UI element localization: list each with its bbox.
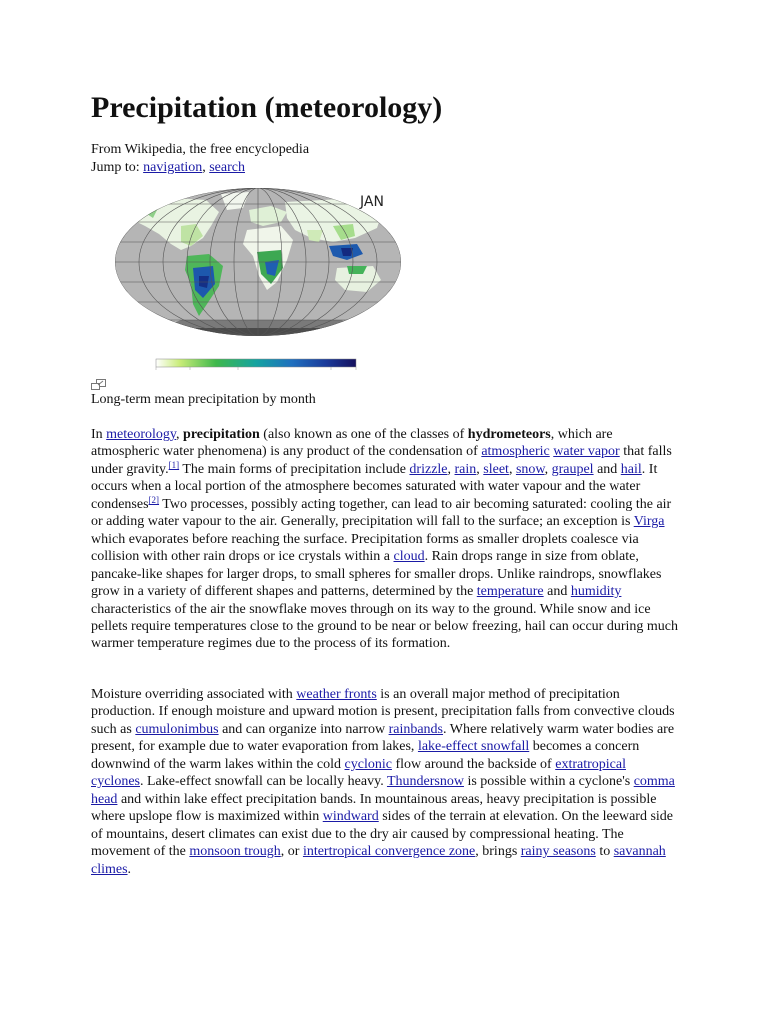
text-run: and within lake effect precipitation bands. In mountainous areas, heavy precipitation is possible where upslope flow is maximized within [91, 791, 657, 825]
inline-link[interactable]: weather fronts [296, 687, 377, 702]
inline-link[interactable]: lake-effect snowfall [417, 739, 530, 755]
month-label: JAN [360, 194, 384, 210]
jump-search-link[interactable]: search [209, 160, 245, 175]
inline-link[interactable]: extratropical cyclones [91, 756, 626, 790]
citation [169, 460, 180, 470]
paragraph-1 [91, 426, 681, 653]
text-run: Moisture overriding associated with [91, 687, 297, 702]
inline-link[interactable]: rain [454, 461, 477, 477]
citation-link[interactable]: [1] [168, 459, 180, 470]
text-run: , which are atmospheric water phenomena) is any product of the condensation of [91, 427, 613, 460]
jump-separator: , [202, 160, 210, 175]
text-run: . [127, 861, 132, 877]
text-run: is an overall major method of precipitation production. If enough moisture and upward motion is present, precipitation falls from convective clouds such as [91, 687, 675, 737]
bold-term: hydrometeors [467, 427, 551, 442]
text-run: , [544, 461, 552, 477]
text-run: In [91, 427, 107, 442]
inline-link[interactable]: savannah [613, 844, 666, 860]
inline-link[interactable]: humidity [570, 584, 622, 600]
magnify-clip-icon[interactable] [91, 378, 107, 390]
text-run: , [447, 461, 455, 477]
text-run: The main forms of precipitation include [179, 461, 410, 477]
text-run: . Rain drops range in size from oblate, pancake-like shapes for larger drops, to small spheres for smaller drops. Unlike raindrops, snowflakes grow in a variety of different shapes and patterns, determined by the [91, 549, 662, 600]
article-meta [91, 141, 309, 177]
inline-link[interactable]: Virga [633, 514, 665, 530]
inline-link[interactable]: temperature [476, 584, 544, 600]
inline-link[interactable]: sleet [483, 461, 509, 477]
inline-link[interactable]: rainbands [388, 721, 444, 737]
text-run: , brings [475, 844, 521, 860]
tagline: From Wikipedia, the free encyclopedia [91, 142, 310, 157]
page-title: Precipitation (meteorology) [91, 91, 443, 124]
color-scale-bar [156, 359, 356, 367]
text-run: and can organize into narrow [218, 721, 389, 737]
jump-prefix: Jump to: [91, 160, 144, 175]
precipitation-world-map [111, 186, 403, 376]
inline-link[interactable]: monsoon trough [189, 844, 281, 860]
text-run: Two processes, possibly acting together, can lead to air becoming saturated: cooling the air or adding water vapour to the air. Generally, precipitation will fall to the surface; an exception is [91, 496, 672, 530]
inline-link[interactable]: cloud [393, 549, 425, 565]
inline-link[interactable]: windward [322, 809, 379, 825]
inline-link[interactable]: intertropical convergence zone [302, 844, 476, 860]
text-run: flow around the backside of [391, 756, 556, 772]
text-run: sides of the terrain at elevation. On the leeward side of mountains, desert climates can exist due to the dry air caused by compressional heating. The movement of the [91, 809, 674, 860]
text-run: which evaporates before reaching the surface. Precipitation forms as smaller droplets coalesce via collision with other rain drops or ice crystals within a [91, 531, 639, 565]
text-run: . Lake-effect snowfall can be locally heavy. [139, 774, 387, 790]
text-run: and [543, 584, 571, 600]
inline-link[interactable]: water vapor [553, 444, 620, 460]
inline-link[interactable]: drizzle [409, 461, 448, 477]
citation-link[interactable]: [2] [148, 494, 160, 505]
inline-link[interactable]: Thundersnow [386, 774, 464, 790]
text-run: . Where relatively warm water bodies are present, for example due to water evaporation from lakes, [91, 721, 675, 755]
text-run: becomes a concern downwind of the warm lakes within the cold [91, 739, 640, 772]
inline-link[interactable]: rainy seasons [520, 844, 596, 860]
inline-link[interactable]: snow [515, 461, 545, 477]
text-run: , [176, 427, 184, 442]
text-run: (also known as one of the classes of [259, 427, 468, 442]
text-run: , or [280, 844, 303, 860]
text-run: that falls under gravity. [91, 444, 672, 477]
text-run: is possible within a cyclone's [463, 774, 634, 790]
text-run: . It occurs when a local portion of the atmosphere becomes saturated with water vapour and the water condenses [91, 461, 658, 512]
text-run: characteristics of the air the snowflake moves through on its way to the ground. While snow and ice pellets require temperatures close to the ground to be near or below freezing, hail can occur during much warmer temperature regimes due to the process of its formation. [91, 601, 678, 652]
text-run: , [476, 461, 484, 477]
text-run: , [508, 461, 516, 477]
citation [149, 495, 160, 505]
inline-link[interactable]: cyclonic [344, 756, 392, 772]
inline-link[interactable]: atmospheric [481, 444, 550, 460]
text-run: and [593, 461, 621, 477]
precipitation-map-figure[interactable] [111, 186, 403, 376]
bold-term: precipitation [183, 427, 260, 442]
jump-navigation-link[interactable]: navigation [143, 160, 203, 175]
inline-link[interactable]: climes [91, 861, 128, 877]
globe [111, 186, 403, 346]
inline-link[interactable]: comma head [91, 774, 675, 807]
inline-link[interactable]: hail [620, 461, 642, 477]
figure-caption: Long-term mean precipitation by month [91, 392, 316, 407]
inline-link[interactable]: graupel [551, 461, 594, 477]
paragraph-2 [91, 686, 681, 878]
inline-link[interactable]: cumulonimbus [135, 721, 219, 737]
inline-link[interactable]: meteorology [106, 427, 177, 442]
jump-links [91, 159, 309, 177]
text-run: to [595, 844, 614, 860]
